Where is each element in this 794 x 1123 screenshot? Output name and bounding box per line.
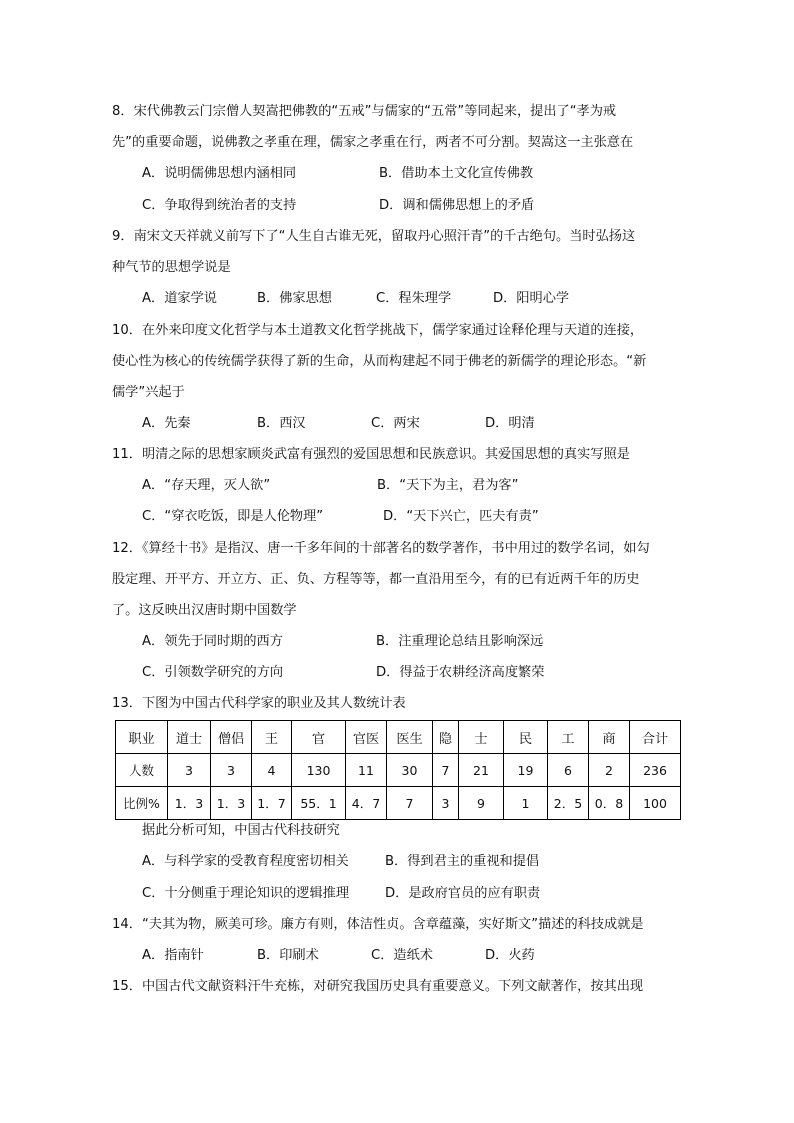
table-header-cell: 官医 [346, 721, 387, 754]
q8-option-c: C．争取得到统治者的支持 [142, 198, 297, 213]
table-header-cell: 僧侣 [211, 721, 252, 754]
table-cell: 9 [459, 787, 504, 820]
table-cell: 19 [504, 754, 548, 787]
q10-stem-line2: 使心性为核心的传统儒学获得了新的生命，从而构建起不同于佛老的新儒学的理论形态。“新 [112, 354, 647, 369]
q10-stem-line1: 10．在外来印度文化哲学与本土道教文化哲学挑战下，儒学家通过诠释伦理与天道的连接， [112, 323, 644, 338]
table-cell: 236 [630, 754, 681, 787]
q13-stem-line1: 13．下图为中国古代科学家的职业及其人数统计表 [112, 696, 406, 711]
q9-option-d: D．阳明心学 [493, 291, 570, 306]
q14-option-b: B．印刷术 [257, 948, 319, 963]
table-cell: 1．3 [211, 787, 252, 820]
table-cell: 100 [630, 787, 681, 820]
table-cell: 0．8 [589, 787, 630, 820]
table-cell: 2．5 [548, 787, 589, 820]
q11-option-c: C．“穿衣吃饭，即是人伦物理” [142, 509, 324, 524]
q9-stem-line2: 种气节的思想学说是 [112, 260, 231, 275]
table-cell: 4．7 [346, 787, 387, 820]
table-header-cell: 医生 [387, 721, 433, 754]
table-cell: 1．3 [168, 787, 211, 820]
table-cell: 2 [589, 754, 630, 787]
q11-option-a: A．“存天理，灭人欲” [142, 478, 271, 493]
q14-stem-line1: 14．“夫其为物，厥美可珍。廉方有则，体洁性贞。含章蕴藻，实好斯文”描述的科技成就是 [112, 917, 644, 932]
table-header-cell: 职业 [116, 721, 168, 754]
q14-option-a: A．指南针 [142, 948, 204, 963]
table-header-cell: 商 [589, 721, 630, 754]
q12-stem-line3: 了。这反映出汉唐时期中国数学 [112, 603, 297, 618]
table-cell: 6 [548, 754, 589, 787]
q8-option-d: D．调和儒佛思想上的矛盾 [379, 198, 535, 213]
table-cell: 21 [459, 754, 504, 787]
q14-option-d: D．火药 [485, 948, 535, 963]
q8-option-a: A．说明儒佛思想内涵相同 [142, 166, 297, 181]
table-header-cell: 合计 [630, 721, 681, 754]
q9-option-a: A．道家学说 [142, 291, 217, 306]
q8-stem-line1: 8．宋代佛教云门宗僧人契嵩把佛教的“五戒”与儒家的“五常”等同起来，提出了“孝为戒 [112, 104, 617, 119]
q12-option-b: B．注重理论总结且影响深远 [376, 634, 544, 649]
q12-stem-line2: 股定理、开平方、开立方、正、负、方程等等，都一直沿用至今，有的已有近两千年的历史 [112, 572, 640, 587]
table-row-ratio [116, 787, 681, 820]
scientist-occupation-table [115, 720, 681, 820]
table-header-cell: 王 [252, 721, 292, 754]
q13-option-b: B．得到君主的重视和提倡 [385, 854, 540, 869]
table-cell: 比例% [116, 787, 168, 820]
table-cell: 1．7 [252, 787, 292, 820]
table-row-count [116, 754, 681, 787]
q8-stem-line2: 先”的重要命题，说佛教之孝重在理，儒家之孝重在行，两者不可分割。契嵩这一主张意在 [112, 135, 634, 150]
q10-option-a: A．先秦 [142, 416, 191, 431]
table-cell: 3 [433, 787, 459, 820]
table-row-header [116, 721, 681, 754]
q13-option-a: A．与科学家的受教育程度密切相关 [142, 854, 349, 869]
q10-option-c: C．两宋 [371, 416, 420, 431]
table-cell: 55．1 [292, 787, 346, 820]
q13-stem-line2: 据此分析可知，中国古代科技研究 [142, 823, 340, 838]
q10-stem-line3: 儒学”兴起于 [112, 385, 185, 400]
table-header-cell: 民 [504, 721, 548, 754]
table-cell: 130 [292, 754, 346, 787]
table-cell: 1 [504, 787, 548, 820]
q12-stem-line1: 12．《算经十书》是指汉、唐一千多年间的十部著名的数学著作，书中用过的数学名词，如勾 [112, 541, 650, 556]
table-header-cell: 隐 [433, 721, 459, 754]
table-header-cell: 道士 [168, 721, 211, 754]
table-header-cell: 工 [548, 721, 589, 754]
table-cell: 7 [433, 754, 459, 787]
q9-stem-line1: 9．南宋文天祥就义前写下了“人生自古谁无死，留取丹心照汗青”的千古绝句。当时弘扬这 [112, 229, 636, 244]
q12-option-a: A．领先于同时期的西方 [142, 634, 283, 649]
q10-option-d: D．明清 [485, 416, 535, 431]
q8-option-b: B．借助本土文化宣传佛教 [379, 166, 534, 181]
table-cell: 人数 [116, 754, 168, 787]
q11-stem-line1: 11．明清之际的思想家顾炎武富有强烈的爱国思想和民族意识。其爱国思想的真实写照是 [112, 447, 630, 462]
q12-option-c: C．引领数学研究的方向 [142, 665, 284, 680]
q12-option-d: D．得益于农耕经济高度繁荣 [376, 665, 545, 680]
q13-option-c: C．十分侧重于理论知识的逻辑推理 [142, 886, 350, 901]
table-cell: 4 [252, 754, 292, 787]
q11-option-b: B．“天下为主，君为客” [377, 478, 519, 493]
table-cell: 3 [211, 754, 252, 787]
table-header-cell: 士 [459, 721, 504, 754]
table-cell: 7 [387, 787, 433, 820]
table-header-cell: 官 [292, 721, 346, 754]
table-cell: 30 [387, 754, 433, 787]
table-cell: 3 [168, 754, 211, 787]
table-cell: 11 [346, 754, 387, 787]
q15-stem-line1: 15．中国古代文献资料汗牛充栋，对研究我国历史具有重要意义。下列文献著作，按其出现 [112, 979, 644, 994]
q10-option-b: B．西汉 [257, 416, 306, 431]
q14-option-c: C．造纸术 [371, 948, 433, 963]
q13-option-d: D．是政府官员的应有职责 [385, 886, 541, 901]
q11-option-d: D．“天下兴亡，匹夫有责” [383, 509, 539, 524]
q9-option-b: B．佛家思想 [257, 291, 332, 306]
q9-option-c: C．程朱理学 [376, 291, 452, 306]
